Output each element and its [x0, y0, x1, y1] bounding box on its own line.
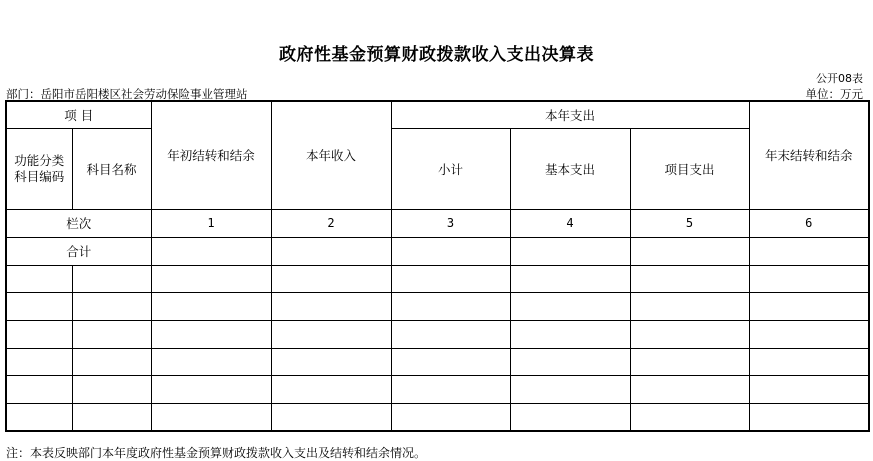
total-label: 合计	[6, 237, 151, 265]
column-no-1: 1	[151, 209, 271, 237]
header-item: 项 目	[6, 101, 151, 128]
unit-label: 单位：万元	[805, 87, 863, 101]
table-row	[6, 320, 869, 348]
table-cell	[151, 237, 271, 265]
column-no-4: 4	[510, 209, 630, 237]
table-cell	[630, 237, 749, 265]
table-cell	[510, 237, 630, 265]
budget-table	[5, 100, 870, 432]
table-row	[6, 348, 869, 375]
header-end-balance: 年末结转和结余	[749, 101, 869, 209]
table-cell	[391, 237, 510, 265]
table-row	[6, 292, 869, 320]
column-no-2: 2	[271, 209, 391, 237]
header-begin-balance: 年初结转和结余	[151, 101, 271, 209]
table-row	[6, 403, 869, 431]
table-cell	[271, 237, 391, 265]
table-row	[6, 375, 869, 403]
department-label: 部门：岳阳市岳阳楼区社会劳动保险事业管理站	[6, 87, 248, 101]
header-subtotal: 小计	[391, 128, 510, 209]
header-project: 项目支出	[630, 128, 749, 209]
header-basic: 基本支出	[510, 128, 630, 209]
header-income: 本年收入	[271, 101, 391, 209]
column-no-6: 6	[749, 209, 869, 237]
table-cell	[749, 237, 869, 265]
table-row	[6, 265, 869, 292]
header-func-code: 功能分类科目编码	[6, 128, 72, 209]
form-number: 公开08表	[816, 72, 863, 85]
column-no-5: 5	[630, 209, 749, 237]
page-title: 政府性基金预算财政拨款收入支出决算表	[279, 45, 594, 65]
footnote: 注：本表反映部门本年度政府性基金预算财政拨款收入支出及结转和结余情况。	[6, 446, 427, 460]
column-no-3: 3	[391, 209, 510, 237]
header-subject-name: 科目名称	[72, 128, 151, 209]
column-no-label: 栏次	[6, 209, 151, 237]
header-expense: 本年支出	[391, 101, 749, 128]
